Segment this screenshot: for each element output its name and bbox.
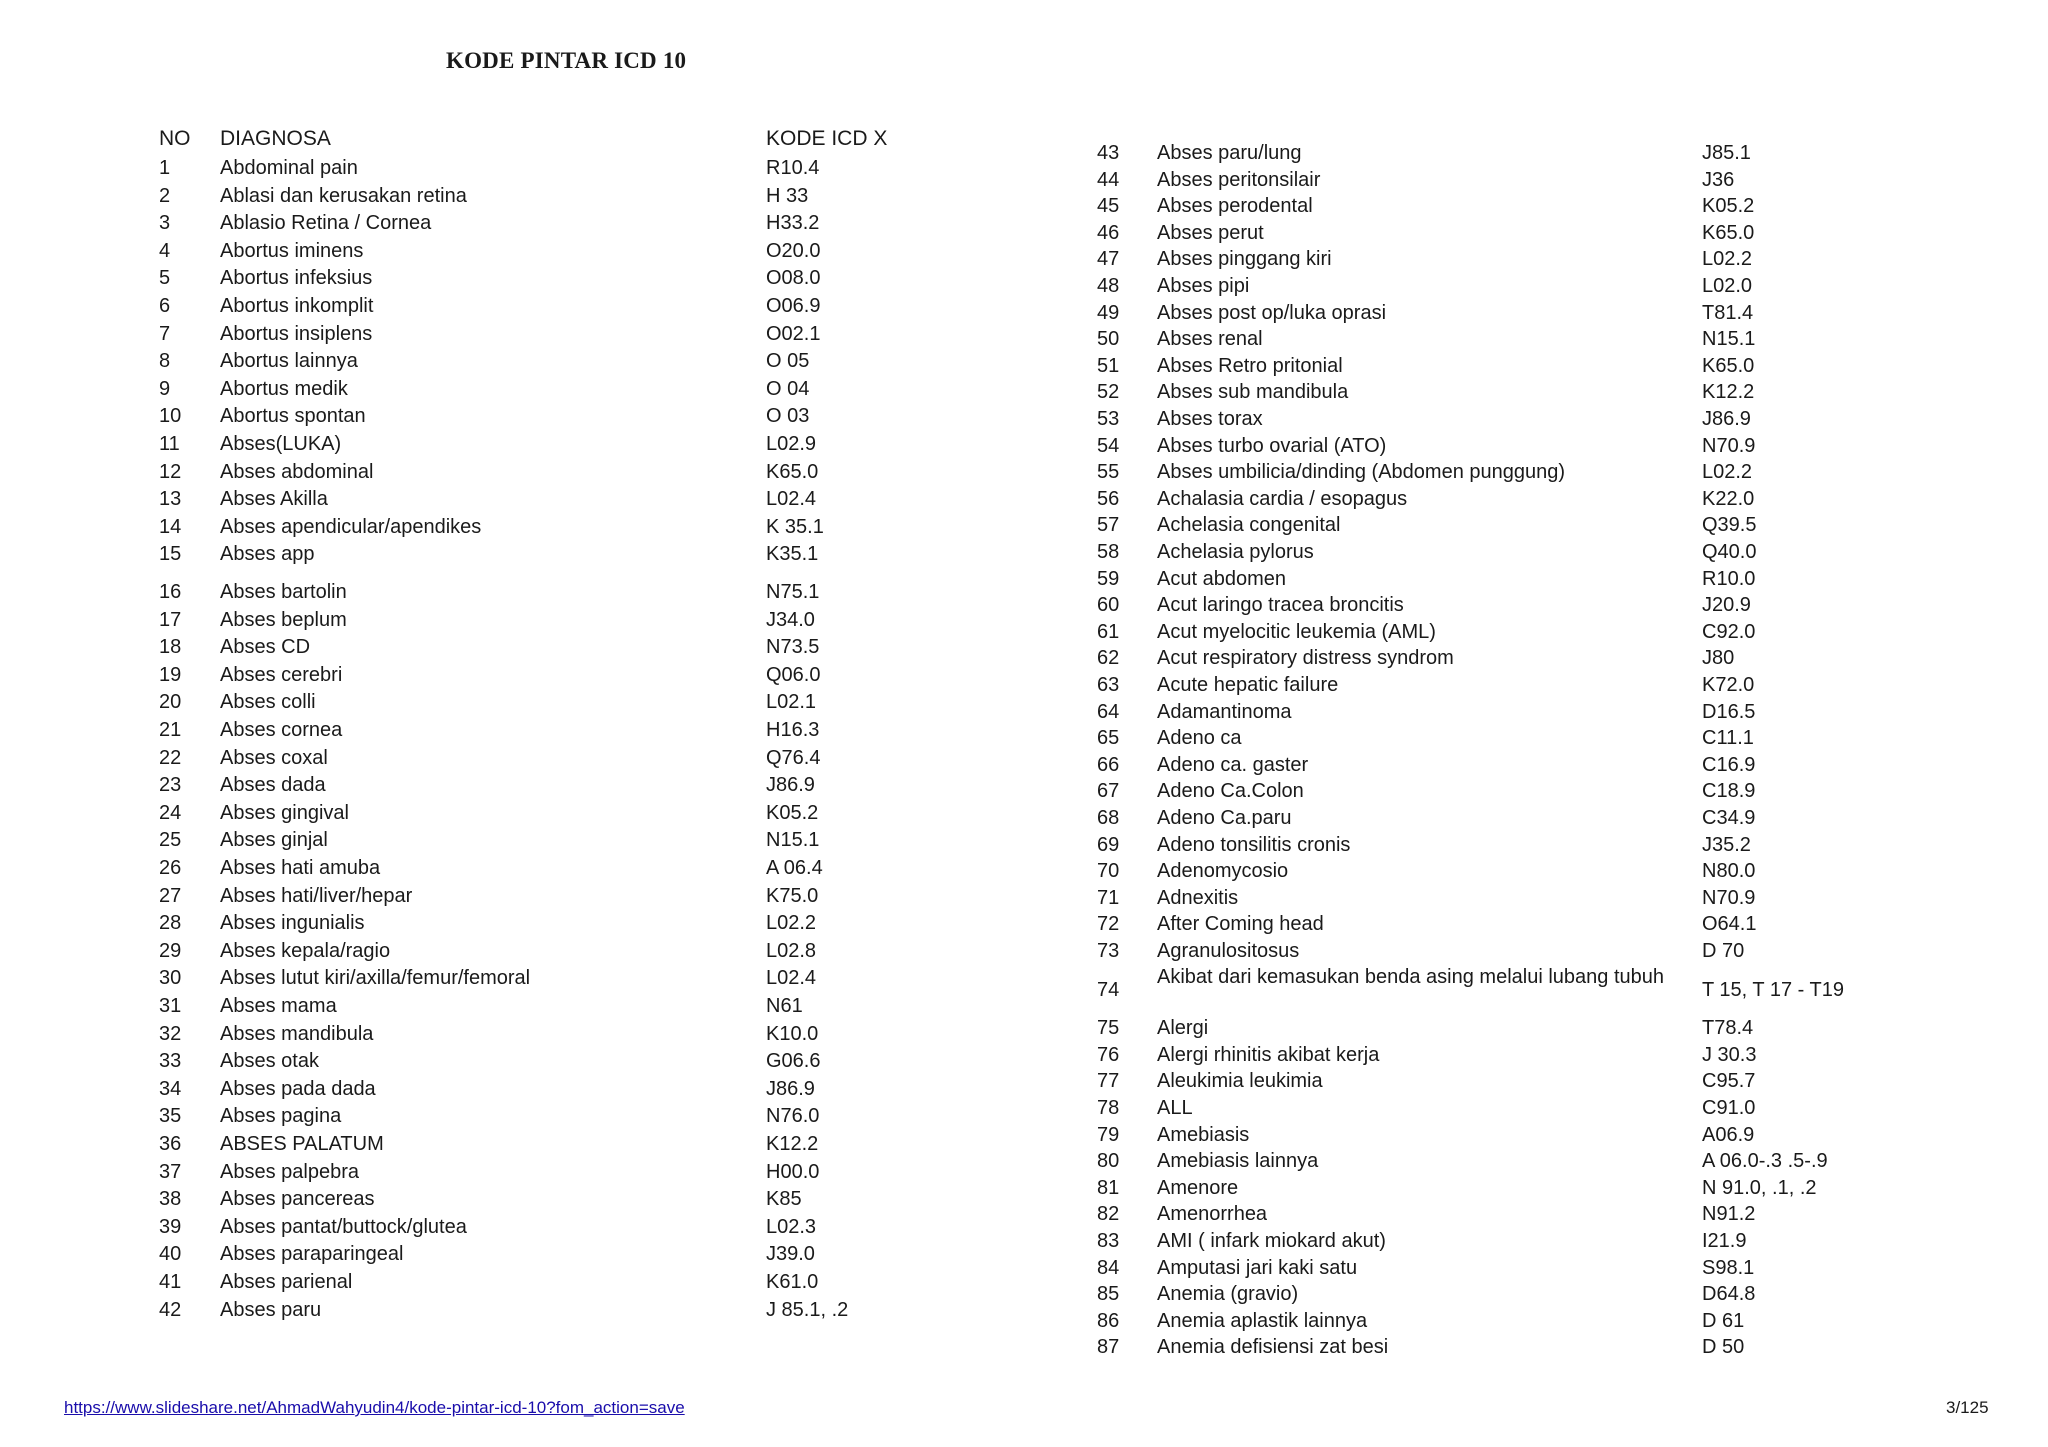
icd-code: C18.9 — [1702, 780, 1756, 803]
diagnosis-name: Abortus iminens — [220, 239, 364, 262]
diagnosis-name: Abortus insiplens — [220, 322, 373, 345]
row-number: 87 — [1097, 1336, 1120, 1359]
icd-code: J 85.1, .2 — [766, 1298, 849, 1321]
row-number: 82 — [1097, 1203, 1120, 1226]
diagnosis-name: Abses apendicular/apendikes — [220, 515, 482, 538]
diagnosis-name: After Coming head — [1157, 913, 1324, 936]
row-number: 68 — [1097, 807, 1120, 829]
row-number: 12 — [159, 460, 182, 483]
row-number: 72 — [1097, 913, 1120, 936]
row-number: 85 — [1097, 1283, 1120, 1306]
row-number: 55 — [1097, 461, 1120, 484]
diagnosis-name: Achalasia cardia / esopagus — [1157, 487, 1408, 510]
row-number: 74 — [1097, 978, 1120, 1001]
icd-code: H 33 — [766, 184, 809, 207]
diagnosis-name: Abses pipi — [1157, 275, 1250, 297]
diagnosis-name: Abortus infeksius — [220, 267, 373, 290]
icd-code: O 04 — [766, 377, 810, 400]
row-number: 15 — [159, 543, 182, 566]
icd-code: D 50 — [1702, 1336, 1745, 1359]
diagnosis-name: Abortus medik — [220, 377, 348, 400]
icd-code: N80.0 — [1702, 860, 1756, 883]
diagnosis-name: Amenorrhea — [1157, 1203, 1268, 1226]
page-number: 3/125 — [1946, 1398, 1989, 1417]
row-number: 20 — [159, 691, 182, 714]
icd-code: N73.5 — [766, 636, 820, 659]
row-number: 39 — [159, 1215, 182, 1238]
row-number: 37 — [159, 1160, 182, 1183]
row-number: 54 — [1097, 434, 1120, 457]
diagnosis-name: Abses beplum — [220, 608, 347, 631]
icd-code: O08.0 — [766, 267, 821, 290]
source-url-link[interactable]: https://www.slideshare.net/AhmadWahyudin4/kode-pintar-icd-10?fom_action=save — [64, 1398, 685, 1417]
row-number: 50 — [1097, 328, 1120, 351]
row-number: 1 — [159, 157, 171, 179]
diagnosis-name: Abses renal — [1157, 328, 1263, 351]
icd-code: D 70 — [1702, 940, 1745, 962]
icd-code: A 06.4 — [766, 857, 823, 879]
diagnosis-name: Acut respiratory distress syndrom — [1157, 647, 1454, 670]
diagnosis-name: Abses Akilla — [220, 488, 328, 511]
row-number: 66 — [1097, 753, 1120, 776]
icd-code: J85.1 — [1702, 142, 1751, 164]
icd-code: L02.3 — [766, 1215, 817, 1238]
row-number: 27 — [159, 884, 182, 907]
icd-code: J36 — [1702, 168, 1735, 191]
diagnosis-name: Abses cerebri — [220, 663, 343, 686]
row-number: 5 — [159, 267, 171, 290]
diagnosis-name: AMI ( infark miokard akut) — [1157, 1230, 1386, 1252]
diagnosis-name: Alergi rhinitis akibat kerja — [1157, 1043, 1380, 1066]
icd-code: N70.9 — [1702, 886, 1756, 909]
row-number: 80 — [1097, 1150, 1120, 1173]
row-number: 29 — [159, 939, 182, 962]
row-number: 60 — [1097, 594, 1120, 617]
icd-code: T78.4 — [1702, 1017, 1754, 1040]
diagnosis-name: Acut myelocitic leukemia (AML) — [1157, 620, 1436, 643]
icd-code: C34.9 — [1702, 807, 1756, 829]
diagnosis-name: Abses mama — [220, 995, 337, 1017]
diagnosis-name: Abses bartolin — [220, 581, 347, 603]
header-diagnosa: DIAGNOSA — [220, 127, 331, 150]
icd-code: J34.0 — [766, 608, 815, 631]
row-number: 73 — [1097, 940, 1120, 962]
icd-code: D64.8 — [1702, 1283, 1756, 1306]
diagnosis-name: Aleukimia leukimia — [1157, 1070, 1323, 1093]
row-number: 63 — [1097, 674, 1120, 696]
icd-code: O64.1 — [1702, 913, 1757, 936]
row-number: 33 — [159, 1050, 182, 1073]
icd-code: Q76.4 — [766, 746, 821, 769]
row-number: 2 — [159, 184, 171, 207]
row-number: 9 — [159, 377, 171, 400]
row-number: 67 — [1097, 780, 1120, 803]
diagnosis-name: Abses hati/liver/hepar — [220, 884, 413, 907]
row-number: 46 — [1097, 221, 1120, 244]
header-no: NO — [159, 127, 191, 150]
diagnosis-name: Abses abdominal — [220, 460, 374, 483]
row-number: 75 — [1097, 1017, 1120, 1040]
row-number: 24 — [159, 801, 182, 824]
diagnosis-name: Abses post op/luka oprasi — [1157, 301, 1387, 324]
diagnosis-name: Abses umbilicia/dinding (Abdomen punggung) — [1157, 461, 1566, 484]
row-number: 42 — [159, 1298, 182, 1321]
icd-code: J86.9 — [1702, 408, 1751, 430]
diagnosis-name: ABSES PALATUM — [220, 1133, 384, 1155]
diagnosis-name: Abses palpebra — [220, 1160, 359, 1183]
diagnosis-name: Abses paraparingeal — [220, 1243, 404, 1266]
row-number: 21 — [159, 719, 182, 741]
icd-code: L02.1 — [766, 691, 817, 714]
row-number: 3 — [159, 212, 171, 235]
row-number: 43 — [1097, 142, 1120, 164]
icd-code: A 06.0-.3 .5-.9 — [1702, 1150, 1828, 1173]
diagnosis-name: Abses cornea — [220, 719, 343, 741]
row-number: 23 — [159, 774, 182, 797]
icd-code: N15.1 — [766, 829, 820, 852]
document-title: KODE PINTAR ICD 10 — [446, 48, 687, 73]
icd-code: N70.9 — [1702, 434, 1756, 457]
icd-code: L02.2 — [1702, 248, 1753, 271]
icd-code: L02.9 — [766, 433, 817, 455]
row-number: 70 — [1097, 860, 1120, 883]
diagnosis-name: Anemia (gravio) — [1157, 1283, 1299, 1306]
icd-code: N15.1 — [1702, 328, 1756, 351]
row-number: 34 — [159, 1077, 182, 1100]
icd-code: H33.2 — [766, 212, 820, 235]
icd-code: K65.0 — [1702, 354, 1755, 377]
icd-code: D 61 — [1702, 1309, 1745, 1332]
diagnosis-name: Ablasi dan kerusakan retina — [220, 184, 467, 207]
icd-code: O02.1 — [766, 322, 821, 345]
diagnosis-name: ALL — [1157, 1097, 1193, 1119]
icd-code: N 91.0, .1, .2 — [1702, 1176, 1817, 1199]
row-number: 61 — [1097, 620, 1120, 643]
icd-code: K35.1 — [766, 543, 819, 566]
row-number: 22 — [159, 746, 182, 769]
icd-code: J80 — [1702, 647, 1735, 670]
icd-code: N75.1 — [766, 581, 820, 603]
diagnosis-name: Abses ingunialis — [220, 912, 365, 935]
icd-code: C16.9 — [1702, 753, 1756, 776]
icd-code: Q39.5 — [1702, 514, 1757, 537]
icd-code: C11.1 — [1702, 727, 1754, 750]
icd-code: L02.0 — [1702, 275, 1753, 297]
row-number: 47 — [1097, 248, 1120, 271]
icd-code: J39.0 — [766, 1243, 815, 1266]
row-number: 53 — [1097, 408, 1120, 430]
diagnosis-name: Amebiasis lainnya — [1157, 1150, 1319, 1173]
diagnosis-name: Abses pada dada — [220, 1077, 376, 1100]
row-number: 57 — [1097, 514, 1120, 537]
row-number: 58 — [1097, 541, 1120, 563]
diagnosis-name: Adeno ca — [1157, 727, 1242, 750]
row-number: 14 — [159, 515, 182, 538]
row-number: 18 — [159, 636, 182, 659]
row-number: 36 — [159, 1133, 182, 1155]
diagnosis-name: Adamantinoma — [1157, 700, 1292, 723]
row-number: 83 — [1097, 1230, 1120, 1252]
icd-code: K85 — [766, 1188, 802, 1211]
icd-code: C91.0 — [1702, 1097, 1756, 1119]
row-number: 51 — [1097, 354, 1120, 377]
row-number: 16 — [159, 581, 182, 603]
diagnosis-name: Amenore — [1157, 1176, 1239, 1199]
row-number: 77 — [1097, 1070, 1120, 1093]
diagnosis-name: Abses gingival — [220, 801, 349, 824]
diagnosis-name: Abses torax — [1157, 408, 1263, 430]
diagnosis-name: Abses otak — [220, 1050, 319, 1073]
diagnosis-name: Acut abdomen — [1157, 567, 1286, 590]
icd-code: K61.0 — [766, 1271, 819, 1293]
icd-code: K22.0 — [1702, 487, 1755, 510]
row-number: 44 — [1097, 168, 1120, 191]
icd-code: N61 — [766, 995, 803, 1017]
row-number: 31 — [159, 995, 182, 1017]
row-number: 64 — [1097, 700, 1120, 723]
diagnosis-name: Acut laringo tracea broncitis — [1157, 594, 1404, 617]
icd-code: L02.4 — [766, 967, 817, 990]
diagnosis-name: Adeno ca. gaster — [1157, 753, 1309, 776]
diagnosis-name: Abses paru — [220, 1298, 322, 1321]
diagnosis-name: Acute hepatic failure — [1157, 674, 1339, 696]
row-number: 8 — [159, 350, 171, 373]
row-number: 79 — [1097, 1123, 1120, 1146]
row-number: 76 — [1097, 1043, 1120, 1066]
row-number: 35 — [159, 1105, 182, 1128]
icd-code: C92.0 — [1702, 620, 1756, 643]
diagnosis-name: Adeno Ca.paru — [1157, 807, 1292, 829]
icd-code: K65.0 — [766, 460, 819, 483]
icd-code: Q06.0 — [766, 663, 821, 686]
row-number: 7 — [159, 322, 171, 345]
row-number: 69 — [1097, 833, 1120, 856]
diagnosis-name: Abses CD — [220, 636, 311, 659]
diagnosis-name: Abses perut — [1157, 221, 1264, 244]
row-number: 32 — [159, 1022, 182, 1045]
row-number: 4 — [159, 239, 171, 262]
row-number: 41 — [159, 1271, 182, 1293]
diagnosis-name: Anemia aplastik lainnya — [1157, 1309, 1368, 1332]
row-number: 59 — [1097, 567, 1120, 590]
row-number: 78 — [1097, 1097, 1120, 1119]
diagnosis-name: Abses paru/lung — [1157, 142, 1302, 164]
icd-code: K05.2 — [766, 801, 819, 824]
icd-code: H00.0 — [766, 1160, 820, 1183]
diagnosis-name: Adenomycosio — [1157, 860, 1289, 883]
diagnosis-name: Adeno tonsilitis cronis — [1157, 833, 1351, 856]
row-number: 81 — [1097, 1176, 1120, 1199]
diagnosis-name: Abses pinggang kiri — [1157, 248, 1332, 271]
diagnosis-name: Abses pantat/buttock/glutea — [220, 1215, 467, 1238]
diagnosis-name: Adnexitis — [1157, 886, 1239, 909]
icd-code: O 03 — [766, 405, 810, 428]
diagnosis-name: Abortus inkomplit — [220, 295, 374, 317]
diagnosis-name: Abses(LUKA) — [220, 433, 342, 455]
diagnosis-name: Ablasio Retina / Cornea — [220, 212, 432, 235]
icd-code: G06.6 — [766, 1050, 821, 1073]
row-number: 48 — [1097, 275, 1120, 297]
icd-code: K 35.1 — [766, 515, 824, 538]
icd-code: J35.2 — [1702, 833, 1751, 856]
row-number: 28 — [159, 912, 182, 935]
icd-code: T81.4 — [1702, 301, 1754, 324]
diagnosis-name: Adeno Ca.Colon — [1157, 780, 1304, 803]
icd-code: O06.9 — [766, 295, 821, 317]
row-number: 10 — [159, 405, 182, 428]
diagnosis-name: Abdominal pain — [220, 157, 358, 179]
diagnosis-name: Achelasia congenital — [1157, 514, 1341, 537]
icd-code: J 30.3 — [1702, 1043, 1757, 1066]
icd-code: D16.5 — [1702, 700, 1756, 723]
diagnosis-name: Abses app — [220, 543, 315, 566]
row-number: 17 — [159, 608, 182, 631]
icd-code: R10.0 — [1702, 567, 1756, 590]
icd-code: K10.0 — [766, 1022, 819, 1045]
icd-code: H16.3 — [766, 719, 820, 741]
icd-code: N76.0 — [766, 1105, 820, 1128]
row-number: 40 — [159, 1243, 182, 1266]
row-number: 11 — [159, 433, 180, 455]
icd-code: L02.8 — [766, 939, 817, 962]
row-number: 25 — [159, 829, 182, 852]
icd-code: R10.4 — [766, 157, 820, 179]
icd-code: S98.1 — [1702, 1256, 1755, 1279]
row-number: 71 — [1097, 886, 1120, 909]
icd-code: K12.2 — [1702, 381, 1755, 404]
icd-code: L02.2 — [1702, 461, 1753, 484]
diagnosis-name: Abses pancereas — [220, 1188, 375, 1211]
diagnosis-name: Abses parienal — [220, 1271, 353, 1293]
diagnosis-name: Agranulositosus — [1157, 940, 1300, 962]
icd-code: J20.9 — [1702, 594, 1751, 617]
diagnosis-name: Abses mandibula — [220, 1022, 374, 1045]
icd-code: O20.0 — [766, 239, 821, 262]
diagnosis-name: Abses ginjal — [220, 829, 328, 852]
diagnosis-name: Akibat dari kemasukan benda asing melalui lubang tubuh — [1157, 965, 1665, 988]
row-number: 38 — [159, 1188, 182, 1211]
icd-code: L02.4 — [766, 488, 817, 511]
diagnosis-name: Abses kepala/ragio — [220, 939, 391, 962]
diagnosis-name: Abses hati amuba — [220, 857, 381, 879]
diagnosis-name: Abses dada — [220, 774, 326, 797]
row-number: 86 — [1097, 1309, 1120, 1332]
row-number: 26 — [159, 857, 182, 879]
icd-code: K75.0 — [766, 884, 819, 907]
diagnosis-name: Amputasi jari kaki satu — [1157, 1256, 1358, 1279]
diagnosis-name: Abses peritonsilair — [1157, 168, 1321, 191]
icd-code: J86.9 — [766, 1077, 815, 1100]
diagnosis-name: Amebiasis — [1157, 1123, 1250, 1146]
icd-code: K72.0 — [1702, 674, 1755, 696]
row-number: 19 — [159, 663, 182, 686]
diagnosis-name: Abses perodental — [1157, 195, 1313, 218]
row-number: 56 — [1097, 487, 1120, 510]
diagnosis-name: Abses pagina — [220, 1105, 342, 1128]
row-number: 65 — [1097, 727, 1120, 750]
icd-code: Q40.0 — [1702, 541, 1757, 563]
row-number: 30 — [159, 967, 182, 990]
icd-code: L02.2 — [766, 912, 817, 935]
icd-code: C95.7 — [1702, 1070, 1756, 1093]
icd-code: I21.9 — [1702, 1230, 1747, 1252]
diagnosis-name: Abses turbo ovarial (ATO) — [1157, 434, 1387, 457]
row-number: 84 — [1097, 1256, 1120, 1279]
row-number: 52 — [1097, 381, 1120, 404]
diagnosis-name: Abses colli — [220, 691, 316, 714]
diagnosis-name: Alergi — [1157, 1017, 1209, 1040]
header-kode: KODE ICD X — [766, 127, 888, 150]
icd-code: K12.2 — [766, 1133, 819, 1155]
icd-code: N91.2 — [1702, 1203, 1756, 1226]
diagnosis-name: Abortus lainnya — [220, 350, 358, 373]
row-number: 45 — [1097, 195, 1120, 218]
row-number: 62 — [1097, 647, 1120, 670]
diagnosis-name: Abortus spontan — [220, 405, 366, 428]
icd-code: K05.2 — [1702, 195, 1755, 218]
icd-code: K65.0 — [1702, 221, 1755, 244]
icd-code: J86.9 — [766, 774, 815, 797]
icd-code: A06.9 — [1702, 1123, 1755, 1146]
row-number: 49 — [1097, 301, 1120, 324]
diagnosis-name: Abses coxal — [220, 746, 328, 769]
diagnosis-name: Abses lutut kiri/axilla/femur/femoral — [220, 967, 531, 990]
diagnosis-name: Abses Retro pritonial — [1157, 354, 1343, 377]
row-number: 13 — [159, 488, 182, 511]
row-number: 6 — [159, 295, 171, 317]
diagnosis-name: Abses sub mandibula — [1157, 381, 1349, 404]
icd-code: T 15, T 17 - T19 — [1702, 978, 1844, 1001]
diagnosis-name: Achelasia pylorus — [1157, 541, 1314, 563]
diagnosis-name: Anemia defisiensi zat besi — [1157, 1336, 1389, 1359]
icd-code: O 05 — [766, 350, 810, 373]
